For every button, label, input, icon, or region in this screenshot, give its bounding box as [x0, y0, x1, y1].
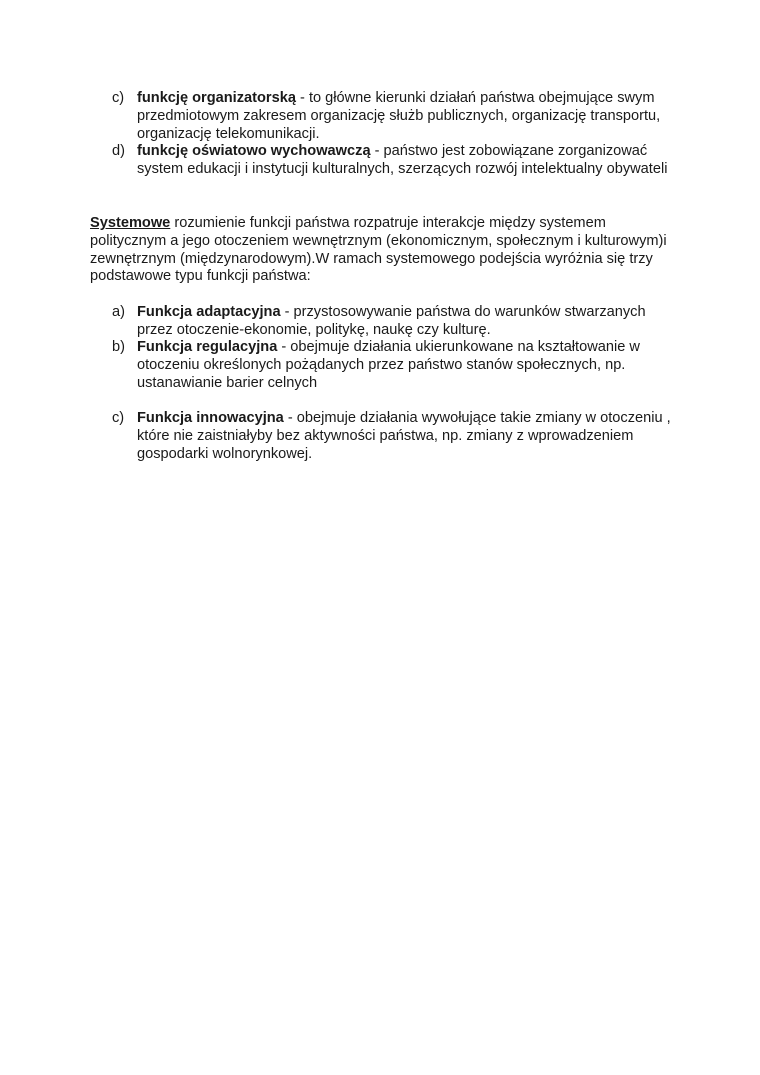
list-item-text: - obejmuje działania wywołujące takie zmiany w otoczeniu , które nie zaistniałyby bez aktywności państwa, np. zmiany z wprowadzeniem gospodarki wolnorynkowej. [137, 410, 671, 462]
list-item-c-organizational [112, 90, 672, 143]
list-marker: d) [112, 143, 125, 159]
list-item-text: - przystosowywanie państwa do warunków stwarzanych przez otoczenie-ekonomie, politykę, naukę czy kulturę. [137, 304, 646, 338]
paragraph-term: Systemowe [90, 215, 171, 231]
list-item-term: funkcję organizatorską [137, 90, 296, 106]
list-item-body [137, 143, 672, 179]
list-item-b-regulatory [112, 339, 672, 392]
list-marker: a) [112, 304, 125, 320]
list-item-c-innovative [112, 410, 672, 463]
list-marker: b) [112, 339, 125, 355]
list-item-term: funkcję oświatowo wychowawczą [137, 143, 371, 159]
systemic-paragraph [90, 215, 670, 286]
paragraph-text: rozumienie funkcji państwa rozpatruje interakcje między systemem politycznym a jego otoczeniem wewnętrznym (ekonomicznym, społecznym i kulturowym)i zewnętrznym (międzynarodowym).W ramach systemowego podejścia wyróżnia się trzy podstawowe typu funkcji państwa: [90, 215, 667, 285]
list-item-term: Funkcja adaptacyjna [137, 304, 281, 320]
list-marker: c) [112, 90, 125, 106]
list-item-d-educational [112, 143, 672, 179]
list-item-term: Funkcja regulacyjna [137, 339, 278, 355]
list-item-body [137, 304, 672, 340]
list-marker: c) [112, 410, 125, 426]
list-item-body [137, 339, 672, 392]
list-item-body [137, 410, 672, 463]
list-item-text: - obejmuje działania ukierunkowane na kształtowanie w otoczeniu określonych pożądanych przez państwo stanów społecznych, np. ustanawianie barier celnych [137, 339, 640, 391]
list-item-body [137, 90, 672, 143]
list-item-text: - państwo jest zobowiązane zorganizować system edukacji i instytucji kulturalnych, szerzących rozwój intelektualny obywateli [137, 143, 668, 177]
list-item-a-adaptive [112, 304, 672, 340]
list-item-term: Funkcja innowacyjna [137, 410, 284, 426]
list-item-text: - to główne kierunki działań państwa obejmujące swym przedmiotowym zakresem organizację służb publicznych, organizację transportu, organizację telekomunikacji. [137, 90, 661, 142]
